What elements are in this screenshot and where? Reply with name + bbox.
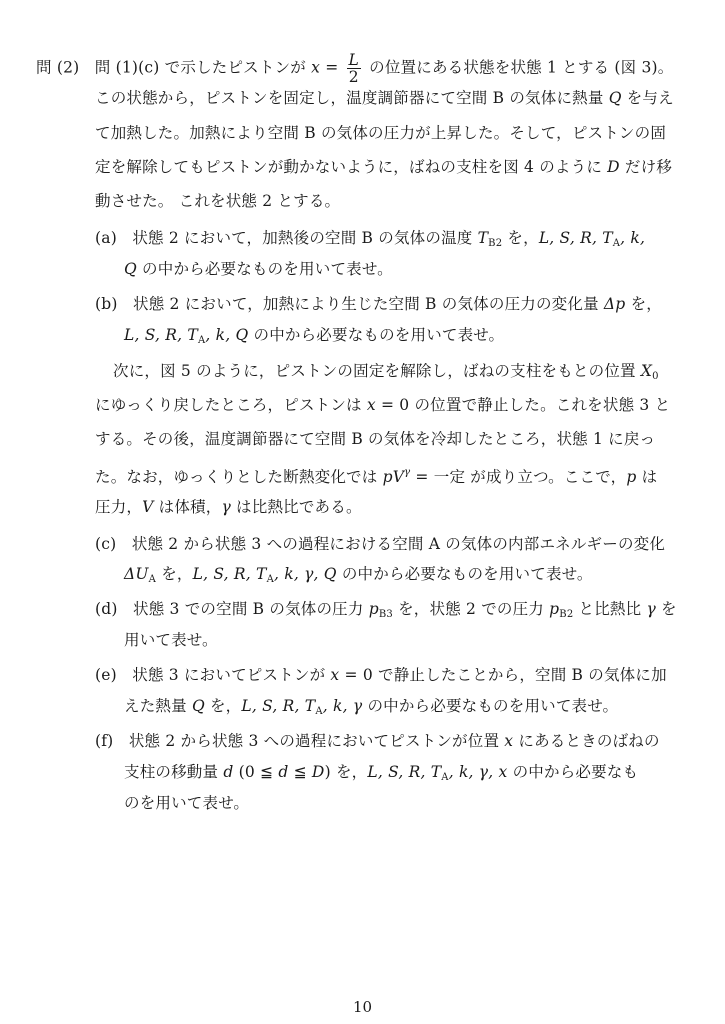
mid-line5-text: 圧力， [95, 498, 143, 516]
f-variables: L, S, R, T [367, 763, 442, 781]
paragraph-state3-line-3: する。その後，温度調節器にて空間 B の気体を冷却したところ，状態 1 に戻っ [95, 430, 656, 448]
range-open: (0 ≦ [233, 763, 279, 781]
subscript-B2: B2 [488, 238, 503, 249]
range-leq: ≦ [288, 763, 312, 781]
var-x: x [330, 666, 340, 684]
var-gamma: γ [646, 600, 656, 618]
var-d: d [278, 763, 289, 781]
e-text-end: で静止したことから，空間 B の気体に加 [372, 666, 667, 684]
mid-line5-mid: は体積， [153, 498, 222, 516]
b-comma: を， [625, 295, 662, 313]
subquestion-e-line-1 [95, 665, 667, 685]
question-2-line-4 [95, 157, 672, 177]
b-variables-rest: , k, Q [205, 326, 249, 344]
var-Q: Q [124, 260, 137, 278]
c-text: 状態 2 から状態 3 への過程における空間 A の気体の内部エネルギーの変化 [131, 535, 666, 553]
c-variables-rest: , k, γ, Q [273, 565, 337, 583]
fraction-numerator: L [348, 51, 360, 69]
var-X: X [640, 362, 653, 380]
mid-line5-end: は比熱比である。 [230, 498, 362, 516]
b-variables: L, S, R, T [124, 326, 198, 344]
var-Q: Q [608, 89, 622, 107]
equals-zero: = 0 [375, 396, 410, 414]
subquestion-c-label: (c) [95, 535, 117, 553]
var-p: p [626, 468, 637, 486]
q2-line2-end: を与え [621, 89, 674, 107]
a-comma: を， [502, 229, 539, 247]
subquestion-a-label: (a) [95, 229, 117, 247]
subquestion-d-line-2: 用いて表せ。 [124, 631, 218, 649]
subscript-0: 0 [652, 371, 659, 382]
question-2-line-2 [95, 88, 674, 108]
particle-wa: は [636, 468, 658, 486]
subscript-A: A [266, 574, 274, 585]
var-x: x [311, 58, 321, 77]
c-comma: を， [156, 565, 193, 583]
equals-sign: = [320, 58, 344, 77]
f-variables-rest: , k, γ, x [448, 763, 508, 781]
subquestion-f-line-3: のを用いて表せ。 [124, 794, 250, 812]
superscript-gamma: γ [404, 467, 411, 478]
e-variables: L, S, R, T [241, 697, 316, 715]
f-comma: を， [330, 763, 368, 781]
subquestion-c-line-2 [124, 564, 593, 590]
mid-line4-end: が成り立つ。ここで， [465, 468, 627, 486]
e-variables-rest: , k, γ [322, 697, 363, 715]
var-gamma: γ [221, 498, 231, 516]
b-text: 状態 2 において，加熱により生じた空間 B の気体の圧力の変化量 [133, 295, 604, 313]
e-text: 状態 3 においてピストンが [132, 666, 331, 684]
d-mid-text-2: と比熱比 [573, 600, 647, 618]
subquestion-e-label: (e) [95, 666, 117, 684]
subquestion-b-line-2 [124, 325, 504, 351]
range-close: ) [324, 763, 331, 781]
paragraph-state3-line-1 [113, 361, 659, 387]
subquestion-d-line-1 [95, 599, 677, 625]
subquestion-f-line-2 [124, 762, 638, 788]
var-Q: Q [191, 697, 205, 715]
subscript-A: A [315, 706, 323, 717]
fraction-denominator: 2 [348, 68, 359, 86]
a-variables: L, S, R, T [538, 229, 613, 247]
var-p: p [549, 600, 560, 618]
subquestion-a-line-1 [95, 228, 645, 254]
paragraph-state3-line-5 [95, 497, 362, 517]
subquestion-e-line-2 [124, 696, 618, 722]
d-text: 状態 3 での空間 B の気体の圧力 [133, 600, 369, 618]
equals-constant: = 一定 [410, 468, 466, 486]
subquestion-d-label: (d) [95, 600, 118, 618]
var-x: x [366, 396, 376, 414]
subscript-A: A [148, 574, 157, 585]
var-x: x [504, 732, 514, 750]
subquestion-c-line-1 [95, 534, 665, 554]
c-variables: L, S, R, T [192, 565, 267, 583]
mid-line2-end: の位置で静止した。これを状態 3 と [409, 396, 671, 414]
var-delta-p: Δp [603, 295, 626, 313]
a-line2-text: の中から必要なものを用いて表せ。 [136, 260, 393, 278]
c-line2-text: の中から必要なものを用いて表せ。 [336, 565, 593, 583]
var-delta-U: ΔU [124, 565, 149, 583]
var-V: V [142, 498, 154, 516]
f-line2-end: の中から必要なも [507, 763, 639, 781]
mid-line2-text: にゆっくり戻したところ，ピストンは [95, 396, 367, 414]
q2-intro-text: 問 (1)(c) で示したピストンが [94, 58, 312, 77]
q2-line4-text: 定を解除してもピストンが動かないように，ばねの支柱を図 4 のように [95, 158, 608, 176]
f-line2-text: 支柱の移動量 [124, 763, 224, 781]
subscript-B3: B3 [378, 609, 393, 620]
question-2-label: 問 (2) [36, 58, 80, 77]
subquestion-b-line-1 [95, 294, 662, 314]
b-line2-text: の中から必要なものを用いて表せ。 [248, 326, 505, 344]
equals-zero: = 0 [339, 666, 373, 684]
var-d: d [223, 763, 234, 781]
e-line2-text: えた熱量 [124, 697, 192, 715]
subquestion-f-line-1 [95, 731, 660, 751]
question-2-line-3: て加熱した。加熱により空間 B の気体の圧力が上昇した。そして，ピストンの固 [95, 124, 667, 142]
mid-line1-text: 次に，図 5 のように，ピストンの固定を解除し，ばねの支柱をもとの位置 [113, 362, 641, 380]
q2-line4-end: だけ移 [619, 158, 673, 176]
question-2-line-1 [36, 52, 673, 85]
mid-line4-text: た。なお，ゆっくりとした断熱変化では [95, 468, 383, 486]
paragraph-state3-line-2 [95, 395, 670, 415]
f-text-end: にあるときのばねの [513, 732, 660, 750]
paragraph-state3-line-4 [95, 463, 657, 487]
a-variable-k: , k, [620, 229, 646, 247]
subscript-A: A [612, 238, 621, 249]
question-2-line-5: 動させた。 これを状態 2 とする。 [95, 192, 341, 210]
subscript-B2: B2 [559, 609, 574, 620]
e-comma: を， [204, 697, 242, 715]
var-pV: pV [382, 468, 405, 486]
f-text: 状態 2 から状態 3 への過程においてピストンが位置 [128, 732, 505, 750]
var-T: T [477, 229, 489, 247]
page-number: 10 [352, 998, 373, 1016]
q2-intro-end: の位置にある状態を状態 1 とする (図 3)。 [364, 58, 674, 77]
e-line2-end: の中から必要なものを用いて表せ。 [362, 697, 619, 715]
subscript-A: A [441, 772, 449, 783]
d-mid-text: を，状態 2 での圧力 [392, 600, 550, 618]
subquestion-a-line-2 [124, 259, 393, 279]
var-p: p [368, 600, 379, 618]
var-D: D [311, 763, 325, 781]
subquestion-b-label: (b) [95, 295, 118, 313]
d-particle: を [655, 600, 677, 618]
subscript-A: A [197, 335, 206, 346]
var-D: D [607, 158, 620, 176]
subquestion-f-label: (f) [95, 732, 114, 750]
a-text: 状態 2 において，加熱後の空間 B の気体の温度 [132, 229, 478, 247]
fraction-L-over-2 [347, 52, 362, 85]
q2-line2-text: この状態から，ピストンを固定し，温度調節器にて空間 B の気体に熱量 [95, 89, 609, 107]
